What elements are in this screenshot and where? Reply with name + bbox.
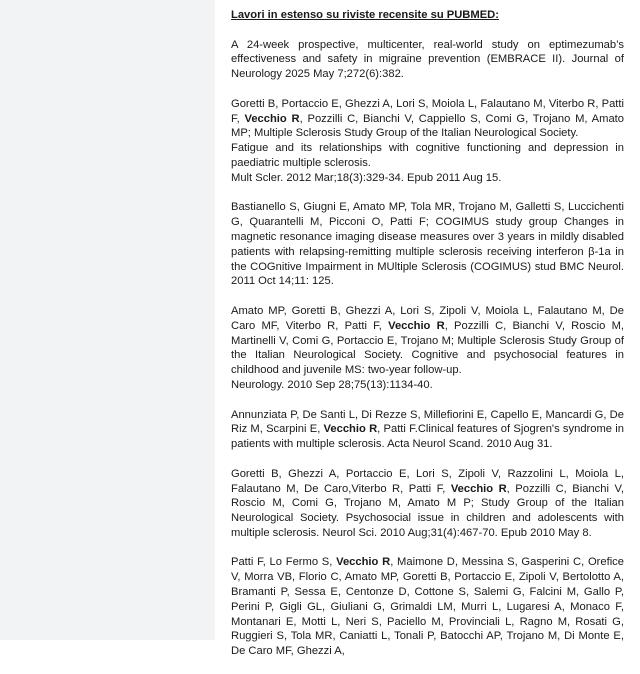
highlighted-author: Vecchio R [388,319,445,332]
highlighted-author: Vecchio R [450,482,507,495]
entry-text: A 24-week prospective, multicenter, real-world study on eptimezumab’s effectiveness and safety in migraine prevention (EMBRACE II). Journal of Neurology 2025 May 7;272(6):382. [231,38,624,81]
entry-text: Annunziata P, De Santi L, Di Rezze S, Millefiorini E, Capello E, Mancardi G, De Riz M, Scarpini E, Vecchio R, Patti F.Clinical features of Sjogren's syndrome in patients with multiple sclerosis. Acta Neurol Scand. 2010 Aug 31. [231,408,624,451]
highlighted-author: Vecchio R [323,423,378,436]
entry-title: Fatigue and its relationships with cognitive functioning and depression in paediatric multiple sclerosis. [231,142,624,169]
publication-entry [231,555,624,659]
entry-text: Patti F, Lo Fermo S, Vecchio R, Maimone D, Messina S, Gasperini C, Orefice V, Morra VB, Florio C, Amato MP, Goretti B, Portaccio E, Zipoli V, Bertolotto A, Bramanti P, Sessa E, Centonze D, Cottone S, Salemi G, Falcini M, Gallo P, Perini P, Gigli GL, Giuliani G, Grimaldi LM, Murri L, Lugaresi A, Monaco F, Montanari E, Motti L, Neri S, Paciello M, Provinciali L, Ragno M, Rosati G, Ruggieri S, Tola MR, Caniatti L, Tonali P, Batocchi AP, Trojano M, Di Monte E, De Caro MF, Ghezzi A, [231,556,624,658]
publication-entry [231,304,624,393]
left-sidebar-panel [0,0,215,640]
entry-text: Bastianello S, Giugni E, Amato MP, Tola MR, Trojano M, Galletti S, Luccichenti G, Quarantelli M, Picconi O, Patti F; COGIMUS study group Changes in magnetic resonance imaging disease measures over 3 years in mildly disabled patients with relapsing-remitting multiple sclerosis receiving interferon β-1a in the COGnitive Impairment in MUltiple Sclerosis (COGIMUS) stud BMC Neurol. 2011 Oct 14;11: 125. [231,201,624,288]
publication-entry [231,408,624,452]
entry-text: Goretti B, Ghezzi A, Portaccio E, Lori S, Zipoli V, Razzolini L, Moiola L, Falautano M, De Caro,Viterbo R, Patti F, Vecchio R, Pozzilli C, Bianchi V, Roscio M, Comi G, Trojano M, Amato M P; Study Group of the Italian Neurological Society. Psychosocial issue in children and adolescents with multiple sclerosis. Neurol Sci. 2010 Aug;31(4):467-70. Epub 2010 May 8. [231,467,624,539]
entry-authors: Goretti B, Portaccio E, Ghezzi A, Lori S, Moiola L, Falautano M, Viterbo R, Patti F, Vecchio R, Pozzilli C, Bianchi V, Cappiello S, Comi G, Trojano M, Amato MP; Multiple Sclerosis Study Group of the Italian Neurological Society. [231,97,624,140]
publication-entry [231,97,624,186]
highlighted-author: Vecchio R [336,556,391,569]
publication-entry [231,38,624,82]
entry-authors-title: Amato MP, Goretti B, Ghezzi A, Lori S, Zipoli V, Moiola L, Falautano M, De Caro MF, Viterbo R, Patti F, Vecchio R, Pozzilli C, Bianchi V, Roscio M, Martinelli V, Comi G, Portaccio E, Trojano M; Multiple Sclerosis Study Group of the Italian Neurological Society. Cognitive and psychosocial features in childhood and juvenile MS: two-year follow-up. [231,304,624,377]
publication-entry [231,467,624,541]
publication-entry [231,200,624,289]
publications-section [231,8,624,674]
entry-citation: Mult Scler. 2012 Mar;18(3):329-34. Epub 2011 Aug 15. [231,171,502,184]
entry-citation: Neurology. 2010 Sep 28;75(13):1134-40. [231,378,433,391]
section-heading: Lavori in estenso su riviste recensite su PUBMED: [231,9,499,21]
highlighted-author: Vecchio R [244,112,300,125]
